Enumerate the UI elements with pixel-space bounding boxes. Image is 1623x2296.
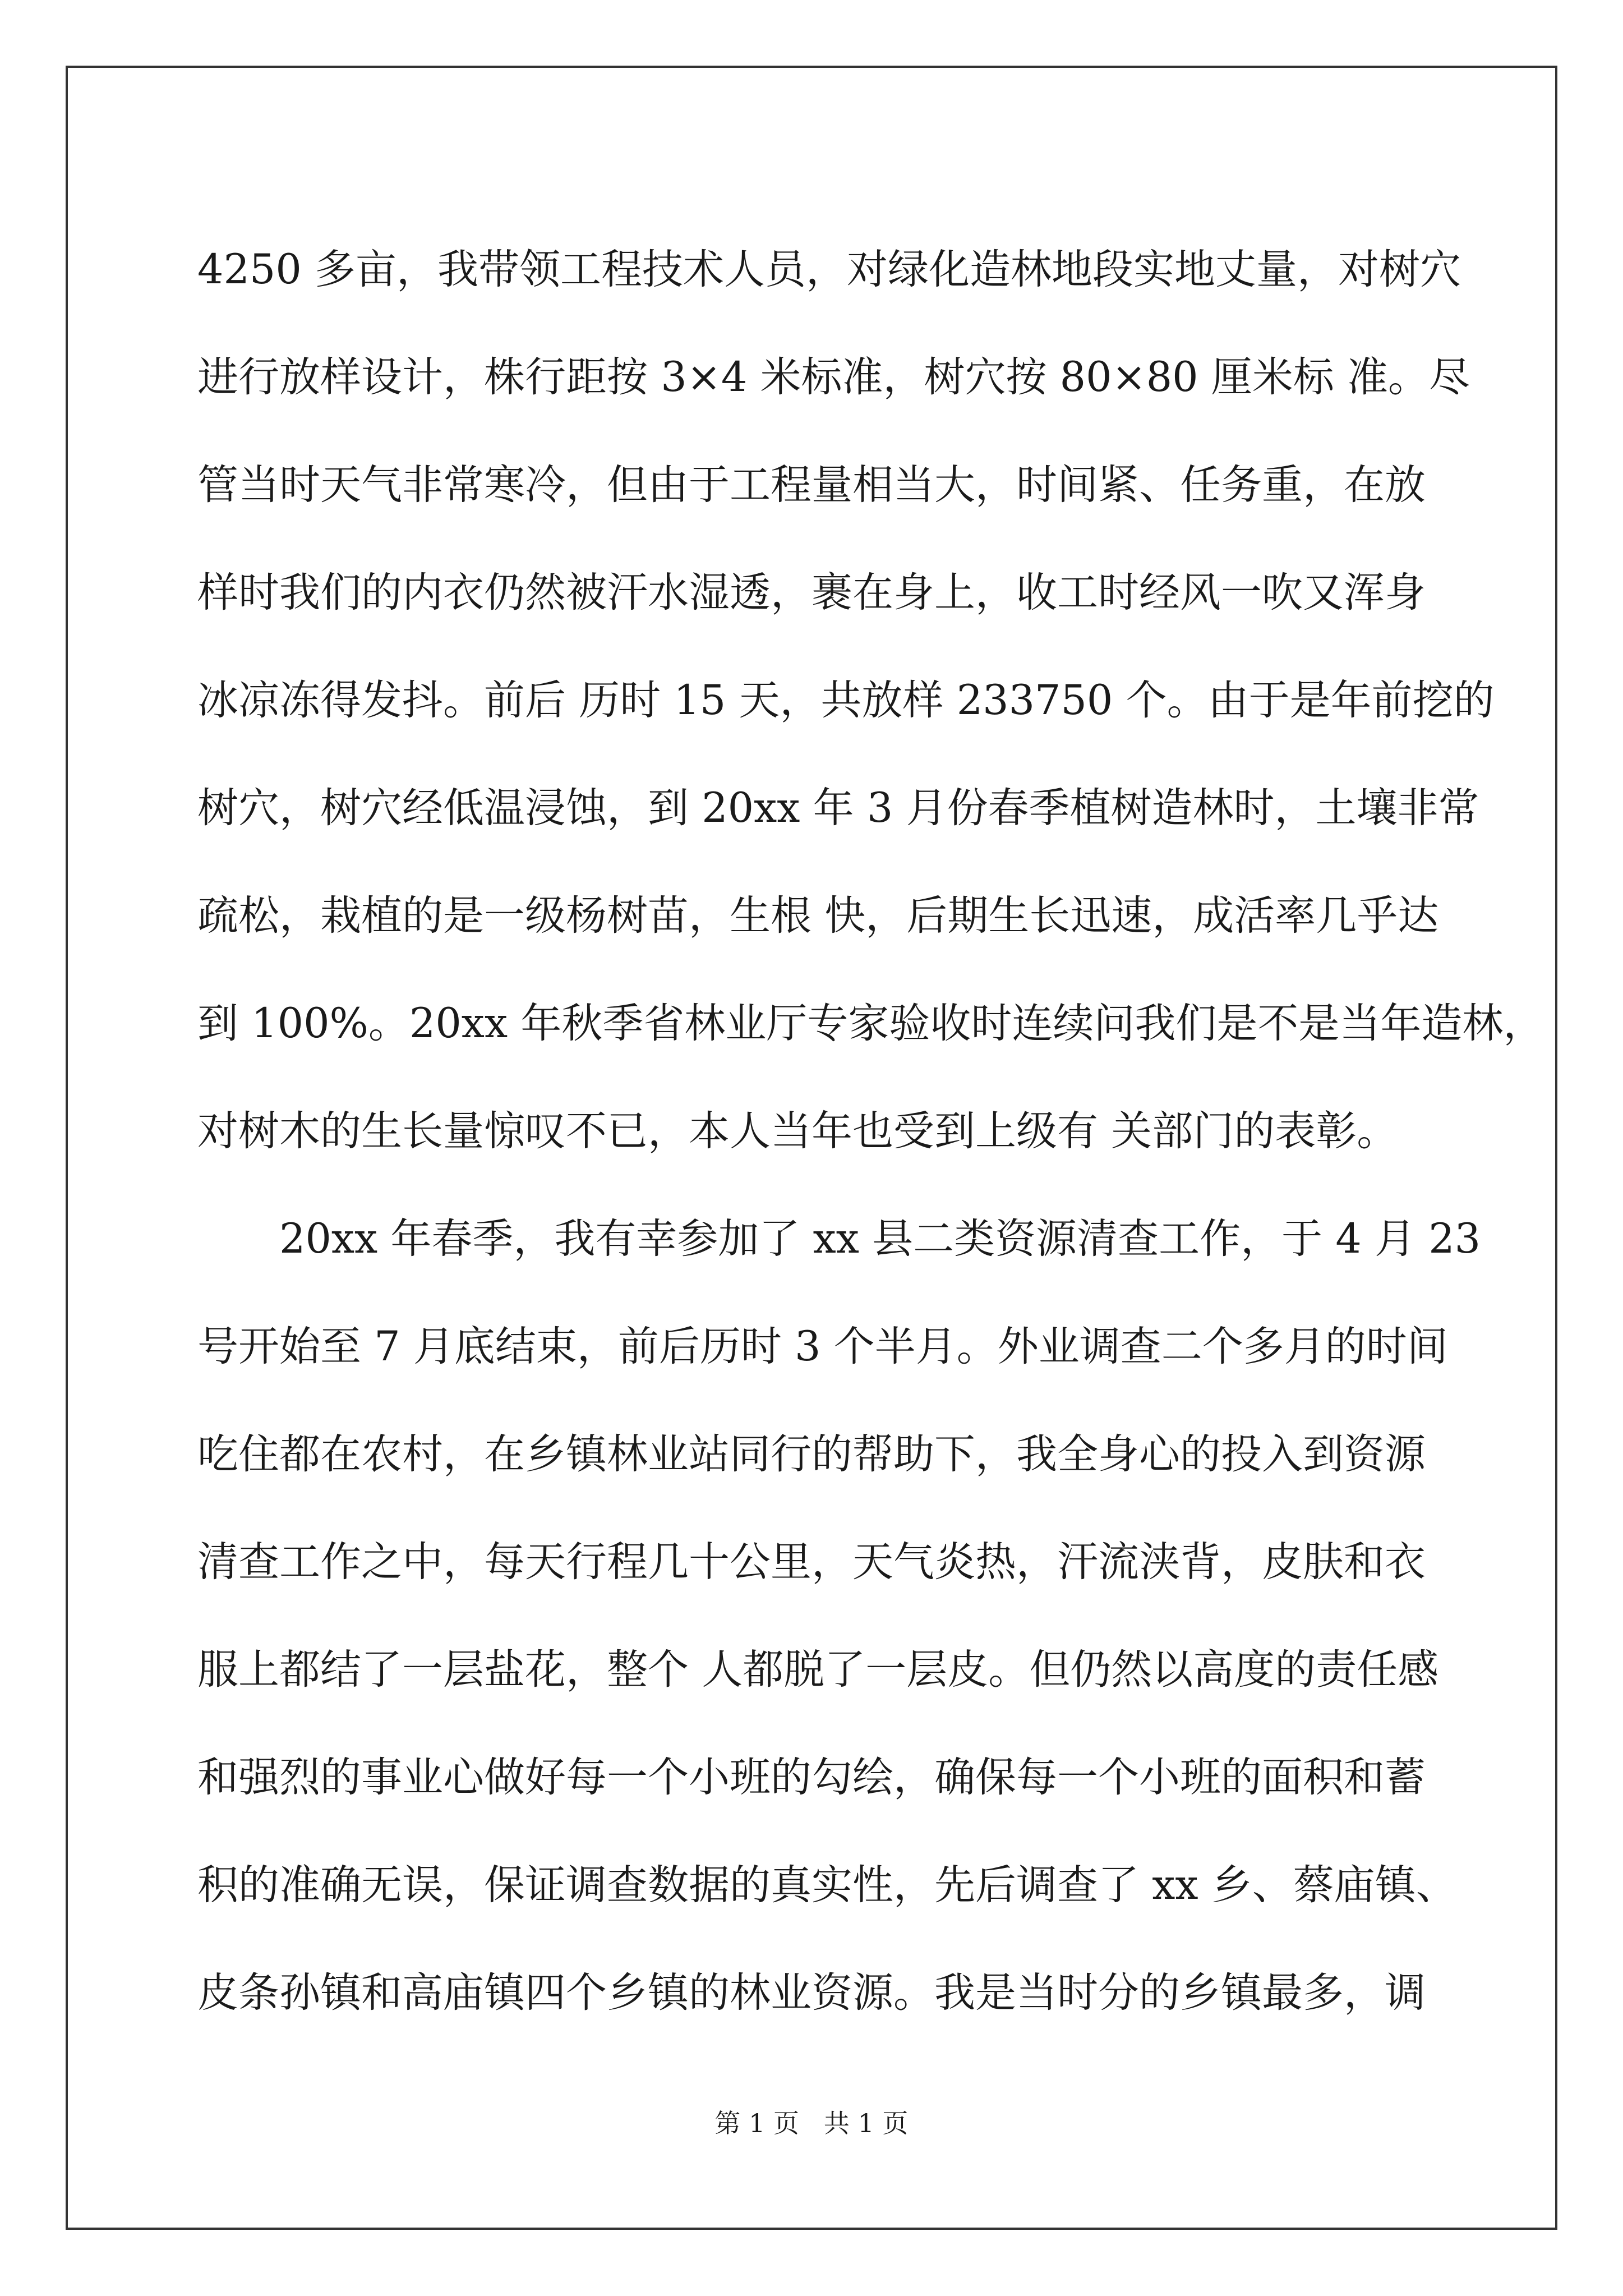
text-line-14: 服上都结了一层盐花，整个 人都脱了一层皮。但仍然以高度的责任感 (197, 1646, 1439, 1694)
page-number-footer: 第 1 页 共 1 页 (714, 2108, 909, 2138)
text-line-6: 树穴，树穴经低温浸蚀，到 20xx 年 3 月份春季植树造林时，土壤非常 (197, 784, 1479, 832)
text-line-13: 清查工作之中，每天行程几十公里，天气炎热，汗流浃背，皮肤和衣 (197, 1538, 1426, 1586)
document-body (197, 216, 1544, 2047)
text-line-12: 吃住都在农村，在乡镇林业站同行的帮助下，我全身心的投入到资源 (197, 1430, 1426, 1478)
text-line-16: 积的准确无误，保证调查数据的真实性，先后调查了 xx 乡、蔡庙镇、 (197, 1861, 1457, 1909)
text-line-17: 皮条孙镇和高庙镇四个乡镇的林业资源。我是当时分的乡镇最多，调 (197, 1969, 1426, 2017)
text-line-2: 进行放样设计，株行距按 3×4 米标准，树穴按 80×80 厘米标 准。尽 (197, 353, 1470, 401)
text-line-4: 样时我们的内衣仍然被汗水湿透，裹在身上，收工时经风一吹又浑身 (197, 569, 1426, 616)
text-line-10: 20xx 年春季，我有幸参加了 xx 县二类资源清查工作，于 4 月 23 (279, 1215, 1481, 1263)
text-line-1: 4250 多亩，我带领工程技术人员，对绿化造林地段实地丈量，对树穴 (197, 246, 1461, 293)
text-line-8: 到 100%。20xx 年秋季省林业厅专家验收时连续问我们是不是当年造林， (197, 1000, 1544, 1047)
text-line-9: 对树木的生长量惊叹不已，本人当年也受到上级有 关部门的表彰。 (197, 1107, 1398, 1155)
text-line-11: 号开始至 7 月底结束，前后历时 3 个半月。外业调查二个多月的时间 (197, 1323, 1448, 1370)
text-line-3: 管当时天气非常寒冷，但由于工程量相当大，时间紧、任务重，在放 (197, 461, 1426, 509)
text-line-5: 冰凉冻得发抖。前后 历时 15 天，共放样 233750 个。由于是年前挖的 (197, 677, 1495, 724)
text-line-15: 和强烈的事业心做好每一个小班的勾绘，确保每一个小班的面积和蓄 (197, 1754, 1426, 1801)
text-line-7: 疏松，栽植的是一级杨树苗，生根 快，后期生长迅速，成活率几乎达 (197, 892, 1439, 940)
